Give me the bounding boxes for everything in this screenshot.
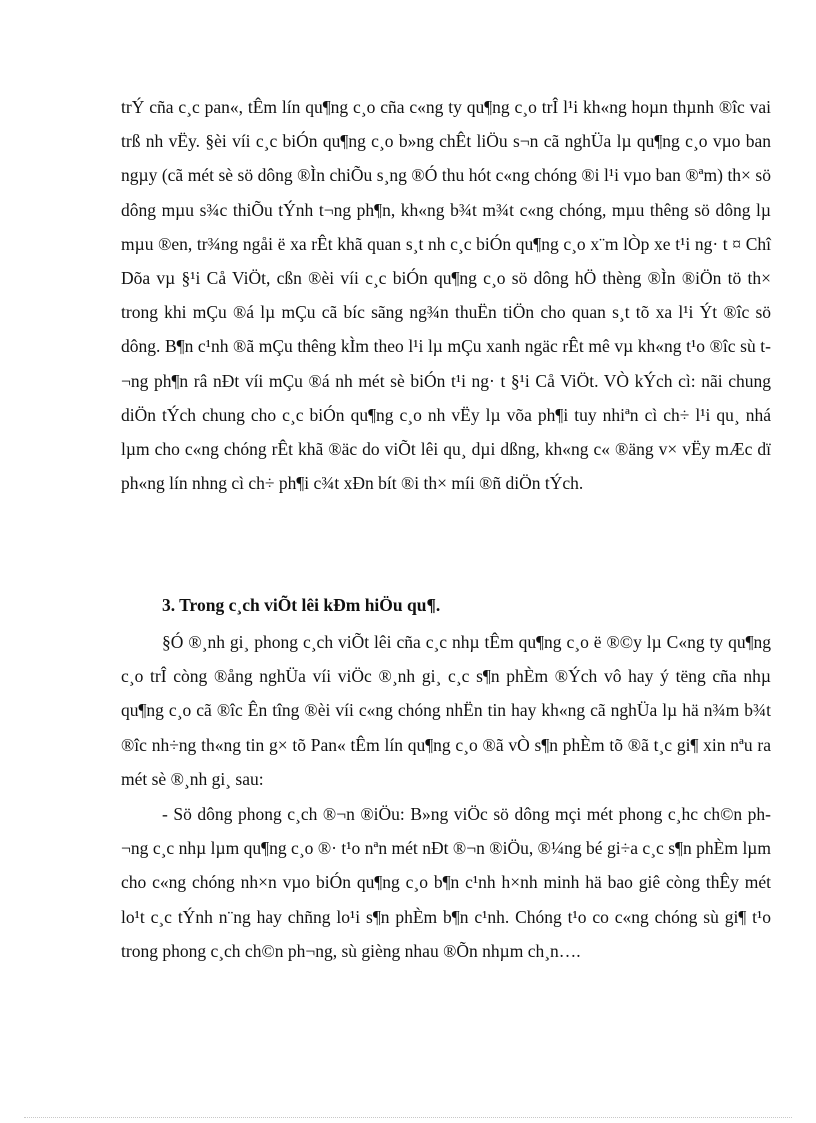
page-bottom-divider xyxy=(24,1117,792,1118)
body-paragraph-2: §Ó ®¸nh gi¸ phong c¸ch viÕt lêi cña c¸c nhµ tÊm qu¶ng c¸o ë ®©y lµ C«ng ty qu¶ng c¸o trÎ còng ®ång nghÜa víi viÖc ®¸nh gi¸ c¸c s¶n phÈm ®Ých vô hay ý tëng cña nhµ qu¶ng c¸o cã ®îc Ên tîng ®èi víi c«ng chóng nhËn tin hay kh«ng cã nghÜa lµ hä n¾m b¾t ®îc nh÷ng th«ng tin g× tõ Pan« tÊm lín qu¶ng c¸o ®ã vÒ s¶n phÈm tõ ®ã t¸c gi¶ xin nªu ra mét sè ®¸nh gi¸ sau: xyxy=(121,632,771,789)
body-paragraph-3: - Sö dông phong c¸ch ®¬n ®iÖu: B»ng viÖc sö dông mçi mét phong c¸hc ch©n ph¬ng c¸c nhµ lµm qu¶ng c¸o ®· t¹o nªn mét nÐt ®¬n ®iÖu, ®¼ng bé gi÷a c¸c s¶n phÈm lµm cho c«ng chóng nh×n vµo biÓn qu¶ng c¸o b¶n c¹nh h×nh minh hä bao giê còng thÊy mét lo¹t c¸c tÝnh n¨ng hay chñng lo¹i s¶n phÈm b¶n c¹nh. Chóng t¹o co c«ng chóng sù gi¶ t¹o trong phong c¸ch ch©n ph¬ng, sù gièng nhau ®Õn nhµm ch¸n…. xyxy=(121,804,771,961)
section-heading: 3. Trong c¸ch viÕt lêi kÐm hiÖu qu¶. xyxy=(162,595,441,615)
body-paragraph-1: trÝ cña c¸c pan«, tÊm lín qu¶ng c¸o cña c«ng ty qu¶ng c¸o trÎ l¹i kh«ng hoµn thµnh ®îc vai trß nh vËy. §èi víi c¸c biÓn qu¶ng c¸o b»ng chÊt liÖu s¬n cã nghÜa lµ qu¶ng c¸o vµo ban ngµy (cã mét sè sö dông ®Ìn chiÕu s¸ng ®Ó thu hót c«ng chóng ®i l¹i vµo ban ®ªm) th× sö dông mµu s¾c thiÕu tÝnh t¬ng ph¶n, kh«ng b¾t m¾t c«ng chóng, mµu thêng sö dông lµ mµu ®en, tr¾ng ngåi ë xa rÊt khã quan s¸t nh c¸c biÓn qu¶ng c¸o x¨m lÒp xe t¹i ng· t ¤ Chî Dõa vµ §¹i Cå ViÖt, cßn ®èi víi c¸c biÓn qu¶ng c¸o sö dông hÖ thèng ®Ìn ®iÖn tö th× trong khi mÇu ®á lµ mÇu cã bíc sãng ng¾n thuËn tiÖn cho quan s¸t tõ xa l¹i Ýt ®îc sö dông. B¶n c¹nh ®ã mÇu thêng kÌm theo l¹i lµ mÇu xanh ngäc rÊt mê vµ kh«ng t¹o ®îc sù t¬ng ph¶n râ nÐt víi mÇu ®á nh mét sè biÓn t¹i ng· t §¹i Cå ViÖt. VÒ kÝch cì: nãi chung diÖn tÝch chung cho c¸c biÓn qu¶ng c¸o nh vËy lµ võa ph¶i tuy nhiªn cì ch÷ l¹i qu¸ nhá lµm cho c«ng chóng rÊt khã ®äc do viÕt lêi qu¸ dµi dßng, kh«ng c« ®äng v× vËy mÆc dï ph«ng lín nhng cì ch÷ ph¶i c¾t xÐn bít ®i th× míi ®ñ diÖn tÝch. xyxy=(121,97,771,494)
